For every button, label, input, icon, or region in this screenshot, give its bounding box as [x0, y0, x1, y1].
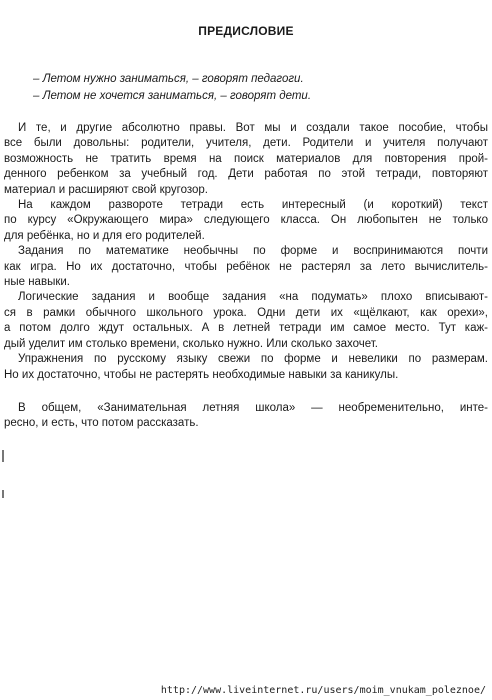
text-line: материал и расширяют свой кругозор.	[4, 183, 208, 196]
text-line: дый уделит им столько времени, сколько нужно. Или сколько захочет.	[4, 337, 378, 350]
text-line: возможность не тратить время на поиск материалов для повторения прой-	[4, 152, 488, 165]
text-line: И те, и другие абсолютно правы. Вот мы и создали такое пособие, чтобы	[18, 122, 488, 134]
paragraph	[4, 352, 488, 383]
epigraph-line: – Летом нужно заниматься, – говорят педагоги.	[33, 73, 304, 85]
text-line: денного ребенком за учебный год. Дети работая по этой тетради, повторяют	[4, 168, 488, 181]
text-line: ся в рамки обычного школьного урока. Одни дети их «щёлкают, как орехи»,	[4, 306, 488, 319]
text-line: как игра. Но их достаточно, чтобы ребёнок не растерял за лето вычислитель-	[4, 260, 488, 273]
text-line: В общем, «Занимательная летняя школа» — необременительно, инте-	[18, 401, 488, 414]
paragraph	[4, 198, 488, 244]
text-line: Логические задания и вообще задания «на подумать» плохо вписывают-	[18, 291, 488, 304]
epigraph	[33, 71, 473, 105]
text-line: ные навыки.	[4, 276, 70, 289]
scan-margin-mark	[2, 490, 4, 498]
text-line: Но их достаточно, чтобы не растерять необходимые навыки за каникулы.	[4, 368, 399, 381]
paragraph	[4, 290, 488, 352]
paragraph	[4, 121, 488, 198]
source-url-link[interactable]: http://www.liveinternet.ru/users/moim_vnukam_poleznoe/	[160, 685, 486, 696]
paragraph	[4, 401, 488, 432]
body-text	[4, 121, 488, 432]
text-line: для ребёнка, но и для его родителей.	[4, 229, 205, 242]
text-line: по курсу «Окружающего мира» следующего класса. Он любопытен не только	[4, 214, 488, 227]
scan-margin-mark	[2, 450, 4, 462]
text-line: Задания по математике необычны по форме и воспринимаются почти	[18, 245, 488, 258]
paragraph-gap	[4, 383, 488, 401]
text-line: ресно, и есть, что потом рассказать.	[4, 417, 199, 430]
text-line: а потом долго ждут остальных. А в летней тетради им самое место. Тут каж-	[4, 322, 488, 335]
epigraph-line: – Летом не хочется заниматься, – говорят дети.	[33, 90, 312, 102]
text-line: все были довольны: родители, учителя, дети. Родители и учителя получают	[4, 137, 488, 150]
text-line: На каждом развороте тетради есть интересный (и короткий) текст	[18, 199, 488, 212]
page-title: ПРЕДИСЛОВИЕ	[198, 24, 294, 38]
text-line: Упражнения по русскому языку свежи по форме и невелики по размерам.	[18, 353, 488, 366]
paragraph	[4, 244, 488, 290]
